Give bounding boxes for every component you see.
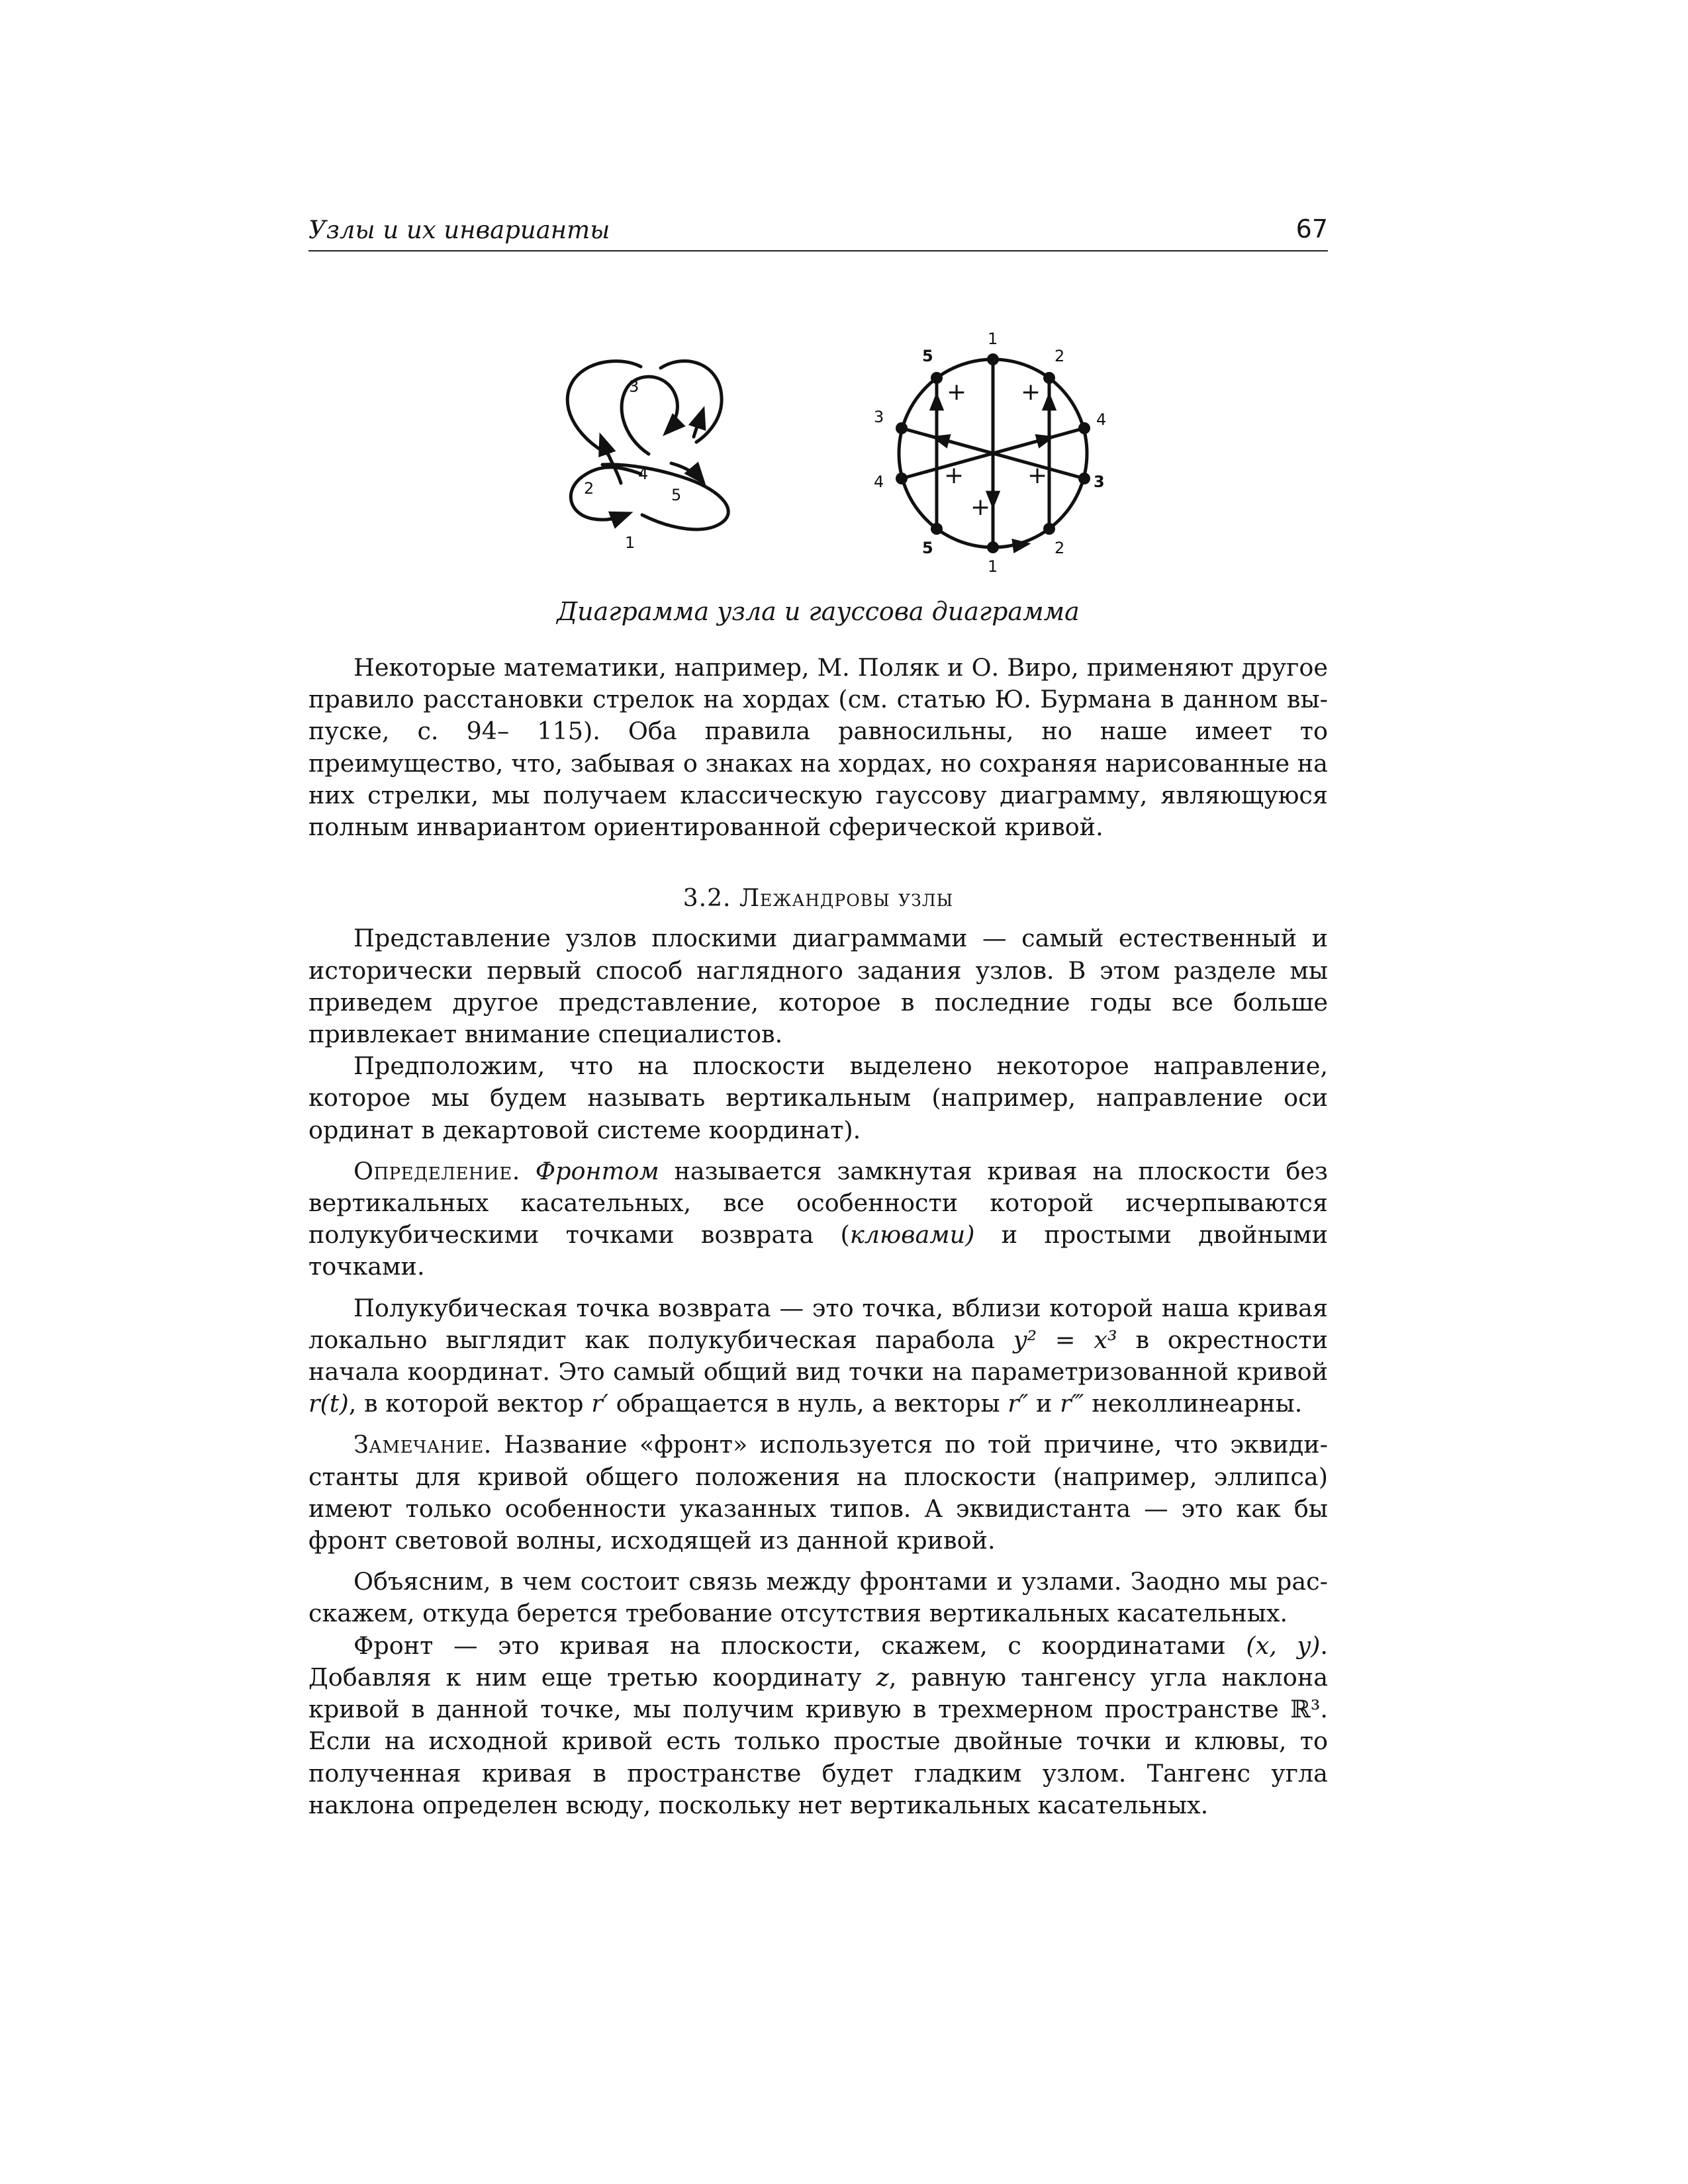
- section-title: Лежандровы узлы: [739, 885, 954, 913]
- knot-diagram: [530, 338, 755, 563]
- paragraph-cusp: [308, 1293, 1328, 1420]
- gauss-sign-mid-right: +: [1027, 462, 1048, 489]
- gauss-label-bottom-2: 2: [1055, 539, 1065, 557]
- front-xy: (x, y): [1246, 1631, 1321, 1660]
- gauss-point-top-2: [1043, 372, 1055, 384]
- gauss-label-bottom-1: 1: [988, 557, 998, 576]
- cusp-text-e: неколлинеарны.: [1084, 1389, 1303, 1418]
- front-z: z: [876, 1662, 889, 1692]
- gauss-label-left-3: 3: [874, 408, 884, 426]
- chord-arrow-3: [935, 437, 966, 446]
- gauss-sign-mid-left: +: [944, 462, 964, 489]
- remark-text: Название «фронт» используется по той причине, что эквидистанты для кривой общего положения на плоскости (например, эллипса) имеют только особенности указанных типов. А эквидистанта — это как бы фронт световой волны, исходящей из данной кривой.: [308, 1430, 1328, 1555]
- front-text-c: , равную тангенсу угла наклона кривой в данной точке, мы получим кривую в трехмерном пространстве: [308, 1662, 1329, 1724]
- cusp-formula: y² = x³: [1013, 1325, 1117, 1354]
- cusp-text-d: обращается в нуль, а векторы: [608, 1389, 1008, 1418]
- knot-strand-left-up: [601, 437, 621, 483]
- knot-strand-lower-left: [571, 467, 641, 520]
- definition-text-1: называется замкнутая кривая на плоскости без вертикальных касательных, все особенности которой исчерпываются полукубическими точками возврата (: [308, 1156, 1328, 1250]
- front-r3: ℝ³: [1290, 1695, 1321, 1724]
- gauss-point-bottom-5: [931, 523, 943, 535]
- knot-label-5: 5: [671, 486, 682, 504]
- cusp-r1: r′: [591, 1389, 608, 1418]
- front-text-d: . Если на исходной кривой есть только простые двойные точки и клювы, то полученная кривая в пространстве будет гладким узлом. Тангенс угла наклона определен всюду, поскольку нет вертикальных касательных.: [308, 1695, 1328, 1819]
- knot-strands: [567, 361, 728, 529]
- gauss-label-right-3: 3: [1094, 473, 1105, 491]
- figure-caption: Диаграмма узла и гауссова диаграмма: [557, 597, 1080, 626]
- cusp-text-b: в окрестности начала координат. Это самый общий вид точки на параметризованной кривой: [308, 1325, 1328, 1387]
- body-text: [308, 652, 1328, 1831]
- gauss-point-left-4: [896, 473, 908, 484]
- knot-label-1: 1: [625, 533, 635, 552]
- gauss-point-top-5: [931, 372, 943, 384]
- cusp-and: и: [1028, 1389, 1060, 1418]
- chord-arrow-4: [1019, 437, 1051, 446]
- remark-label: Замечание.: [353, 1430, 492, 1459]
- gauss-point-bottom-2: [1043, 523, 1055, 535]
- knot-strand-left-lobe: [567, 361, 641, 454]
- knot-label-2: 2: [584, 479, 594, 498]
- gauss-label-bottom-5: 5: [922, 539, 933, 557]
- header-title: Узлы и их инварианты: [308, 216, 610, 244]
- gauss-point-right-4: [1078, 422, 1090, 434]
- knot-label-3: 3: [629, 377, 639, 396]
- gauss-point-top-1: [987, 353, 999, 365]
- front-text-a: Фронт — это кривая на плоскости, скажем, с координатами: [353, 1631, 1246, 1660]
- paragraph-8: [308, 1630, 1328, 1821]
- definition-term: Фронтом: [535, 1156, 659, 1185]
- gauss-point-bottom-1: [987, 541, 999, 553]
- paragraph-2: Представление узлов плоскими диаграммами — самый естественный и исторически первый способ наглядного задания узлов. В этом разделе мы приведем другое представление, которое в последние годы все больше привлекает внимание специалистов.: [308, 924, 1328, 1049]
- cusp-text-a: Полукубическая точка возврата — это точка, вблизи которой наша кривая локально выглядит как полукубическая парабола: [308, 1293, 1328, 1354]
- definition-label: Определение.: [353, 1156, 520, 1185]
- section-number: 3.2.: [682, 885, 731, 913]
- gauss-point-left-3: [896, 422, 908, 434]
- gauss-diagram: [854, 318, 1132, 589]
- definition-text-2: и простыми двойными точками.: [308, 1220, 1328, 1281]
- gauss-sign-top-left: +: [947, 379, 967, 406]
- definition-paragraph: [308, 1156, 1328, 1283]
- gauss-sign-top-right: +: [1021, 379, 1041, 406]
- gauss-sign-bottom: +: [970, 494, 991, 521]
- knot-strand-lower-right: [602, 465, 728, 529]
- section-heading: [308, 883, 1328, 915]
- cusp-text-c: , в которой вектор: [348, 1389, 592, 1418]
- paragraph-1: Некоторые математики, например, М. Поляк и О. Виро, применяют другое правило расстановки стрелок на хордах (см. статью Ю. Бурмана в данном выпуске, с. 94– 115). Оба правила равносильны, но наше имеет то преимущество, что, забывая о знаках на хордах, но сохраняя нарисованные на них стрелки, мы получаем классическую гауссову диаграмму, являющуюся полным инвариантом ориентированной сферической кривой.: [308, 653, 1328, 842]
- cusp-rt: r(t): [308, 1389, 349, 1418]
- knot-strand-right-up: [694, 410, 703, 437]
- gauss-label-right-4: 4: [1096, 410, 1107, 429]
- knot-label-4: 4: [638, 465, 649, 483]
- running-header: [308, 210, 1328, 251]
- paragraph-7: Объясним, в чем состоит связь между фронтами и узлами. Заодно мы расскажем, откуда берется требование отсутствия вертикальных касательных.: [308, 1567, 1328, 1628]
- remark-paragraph: [308, 1429, 1328, 1557]
- definition-term-2: клювами): [849, 1220, 975, 1250]
- gauss-point-right-3: [1078, 473, 1090, 484]
- gauss-label-top-2: 2: [1055, 347, 1065, 365]
- front-text-b: . Добавляя к ним еще третью координату: [308, 1631, 1328, 1692]
- cusp-r3: r‴: [1060, 1389, 1084, 1418]
- gauss-label-top-1: 1: [988, 330, 998, 348]
- cusp-r2: r″: [1008, 1389, 1029, 1418]
- page-number: 67: [1295, 214, 1328, 244]
- gauss-label-top-5: 5: [922, 347, 933, 365]
- gauss-label-left-4: 4: [874, 473, 884, 491]
- paragraph-3: Предположим, что на плоскости выделено некоторое направление, которое мы будем называть вертикальным (например, направление оси ординат в декартовой системе координат).: [308, 1052, 1328, 1144]
